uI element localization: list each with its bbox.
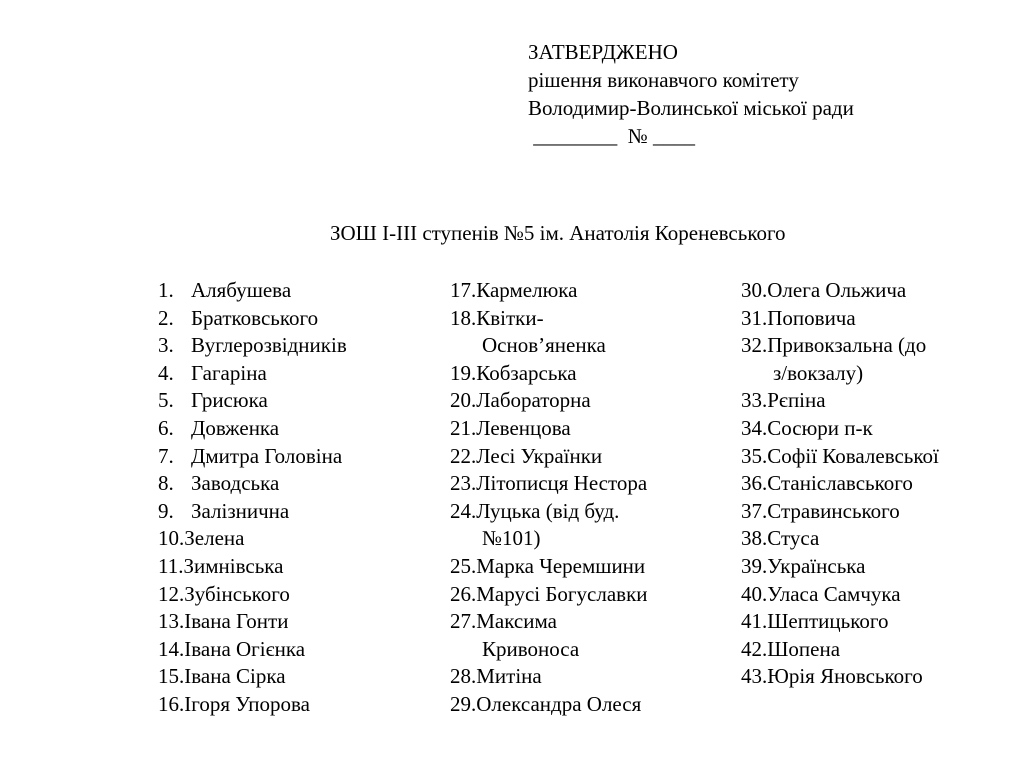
street-list-column-3 <box>741 277 1001 691</box>
street-list-item <box>741 443 1001 471</box>
street-list-item <box>158 691 347 719</box>
street-list-item <box>158 581 347 609</box>
street-item-text: 42.Шопена <box>741 636 841 661</box>
street-item-text: 26.Марусі Богуславки <box>450 581 648 606</box>
street-item-text: 23.Літописця Нестора <box>450 471 648 496</box>
street-item-text: 41.Шептицького <box>741 609 889 634</box>
street-list-item <box>158 387 347 415</box>
street-list-item <box>158 305 347 333</box>
street-item-text: 29.Олександра Олеся <box>450 691 642 716</box>
street-item-number: 4. <box>158 360 174 385</box>
street-list-item <box>450 581 700 609</box>
street-list-item <box>450 387 700 415</box>
street-list-item <box>741 277 1001 305</box>
street-list-item <box>158 636 347 664</box>
street-list-item <box>158 277 347 305</box>
street-list-item <box>450 498 700 553</box>
street-item-number: 16. <box>158 691 185 716</box>
street-item-number: 1. <box>158 278 174 302</box>
street-list-item <box>450 691 700 719</box>
street-item-text: 39.Українська <box>741 553 866 578</box>
street-item-text: 24.Луцька (від буд. <box>450 498 620 523</box>
street-list-item <box>450 443 700 471</box>
street-item-number: 12. <box>158 581 185 606</box>
street-item-name: Зелена <box>184 526 245 551</box>
street-item-number: 6. <box>158 415 174 440</box>
street-list-item <box>158 360 347 388</box>
street-item-text: 43.Юрія Яновського <box>741 664 923 689</box>
street-list-item <box>450 360 700 388</box>
street-item-number: 10. <box>158 526 185 551</box>
street-list-item <box>158 663 347 691</box>
street-item-continuation: Основ’яненка <box>482 333 606 358</box>
street-list-item <box>158 498 347 526</box>
street-list-item <box>741 415 1001 443</box>
street-list-item <box>158 443 347 471</box>
street-item-continuation: з/вокзалу) <box>773 360 864 385</box>
street-item-name: Зубінського <box>184 581 290 606</box>
street-item-number: 9. <box>158 498 174 523</box>
street-item-text: 34.Сосюри п-к <box>741 415 873 440</box>
street-list-item <box>158 608 347 636</box>
street-item-number: 7. <box>158 443 174 468</box>
street-list-item <box>158 470 347 498</box>
street-list-item <box>450 608 700 663</box>
street-item-name: Грисюка <box>191 388 268 413</box>
street-list-item <box>741 305 1001 333</box>
approval-decision-line: рішення виконавчого комітету <box>528 68 799 92</box>
street-item-name: Гагаріна <box>191 360 267 385</box>
street-item-text: 18.Квітки- <box>450 305 544 330</box>
street-item-text: 27.Максима <box>450 609 557 634</box>
street-item-name: Дмитра Головіна <box>191 443 343 468</box>
street-item-text: 32.Привокзальна (до <box>741 333 927 358</box>
street-item-text: 20.Лабораторна <box>450 388 591 413</box>
street-list-item <box>741 553 1001 581</box>
street-list-item <box>450 553 700 581</box>
street-item-text: 19.Кобзарська <box>450 360 577 385</box>
street-item-text: 22.Лесі Українки <box>450 443 603 468</box>
street-item-name: Вуглерозвідників <box>191 333 347 358</box>
street-list-item <box>158 553 347 581</box>
street-item-name: Довженка <box>191 415 280 440</box>
street-item-name: Івана Сірка <box>184 664 286 689</box>
street-list-item <box>450 277 700 305</box>
street-list-item <box>158 525 347 553</box>
street-item-text: 36.Станіславського <box>741 471 913 496</box>
street-item-name: Братковського <box>191 305 319 330</box>
street-item-text: 25.Марка Черемшини <box>450 553 646 578</box>
street-list-item <box>741 636 1001 664</box>
street-list-item <box>741 332 1001 387</box>
street-list-item <box>450 470 700 498</box>
street-item-number: 11. <box>158 553 184 578</box>
street-list-column-1 <box>158 277 347 719</box>
street-item-continuation: №101) <box>482 526 541 551</box>
street-item-continuation: Кривоноса <box>482 636 580 661</box>
street-item-text: 17.Кармелюка <box>450 278 578 302</box>
street-item-text: 30.Олега Ольжича <box>741 278 907 302</box>
street-item-number: 3. <box>158 333 174 358</box>
street-list-item <box>450 415 700 443</box>
street-item-number: 2. <box>158 305 174 330</box>
approval-heading: ЗАТВЕРДЖЕНО <box>528 40 678 64</box>
street-item-text: 33.Рєпіна <box>741 388 826 413</box>
street-list-item <box>741 525 1001 553</box>
approval-stamp <box>528 38 854 150</box>
street-item-name: Залізнична <box>191 498 290 523</box>
street-item-number: 8. <box>158 471 174 496</box>
street-list-item <box>450 663 700 691</box>
street-item-name: Алябушева <box>191 278 292 302</box>
street-list-item <box>158 332 347 360</box>
street-item-text: 35.Софії Ковалевської <box>741 443 939 468</box>
street-item-text: 38.Стуса <box>741 526 820 551</box>
school-title: ЗОШ І-ІІІ ступенів №5 ім. Анатолія Кореневського <box>330 221 786 245</box>
street-list-item <box>741 498 1001 526</box>
street-item-name: Заводська <box>191 471 280 496</box>
street-list-item <box>741 470 1001 498</box>
street-item-text: 40.Уласа Самчука <box>741 581 901 606</box>
street-item-text: 31.Поповича <box>741 305 856 330</box>
approval-council-line: Володимир-Волинської міської ради <box>528 96 854 120</box>
street-item-text: 28.Митіна <box>450 664 542 689</box>
street-item-name: Зимнівська <box>183 553 284 578</box>
approval-date-number-line: ________ № ____ <box>528 124 696 148</box>
street-list-item <box>741 387 1001 415</box>
street-list-item <box>158 415 347 443</box>
street-item-text: 37.Стравинського <box>741 498 900 523</box>
street-list-item <box>741 608 1001 636</box>
street-item-number: 5. <box>158 388 174 413</box>
street-list-item <box>741 581 1001 609</box>
street-item-number: 14. <box>158 636 185 661</box>
street-item-name: Ігоря Упорова <box>184 691 310 716</box>
street-list-item <box>450 305 700 360</box>
street-item-number: 15. <box>158 664 185 689</box>
street-item-name: Івана Гонти <box>184 609 289 634</box>
street-list-item <box>741 663 1001 691</box>
street-list-column-2 <box>450 277 700 719</box>
street-item-name: Івана Огієнка <box>184 636 306 661</box>
street-item-number: 13. <box>158 609 185 634</box>
street-item-text: 21.Левенцова <box>450 415 571 440</box>
